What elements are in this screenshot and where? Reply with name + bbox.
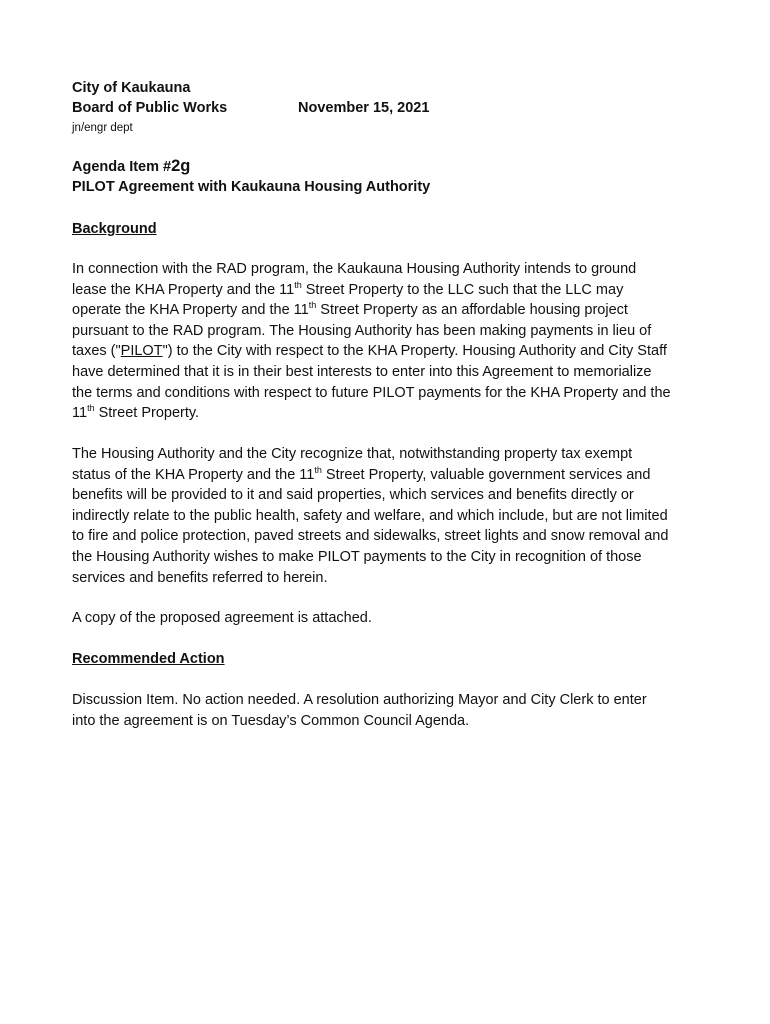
agenda-item-number [72, 156, 190, 177]
background-paragraph-1 [72, 259, 712, 424]
text-line: lease the KHA Property and the 11th Street Property to the LLC such that the LLC may [72, 279, 624, 298]
recommended-action-heading: Recommended Action [72, 651, 225, 667]
text-line: the Housing Authority wishes to make PILOT payments to the City in recognition of those [72, 548, 642, 565]
text-line: to fire and police protection, paved streets and sidewalks, street lights and snow removal and [72, 528, 669, 545]
agenda-item-suffix: 2g [171, 157, 191, 175]
background-paragraph-3 [72, 608, 712, 629]
text-line: services and benefits referred to herein. [72, 569, 328, 586]
text-line: into the agreement is on Tuesday’s Common Council Agenda. [72, 712, 470, 729]
ordinal-suffix: th [294, 279, 302, 290]
agenda-item-title: PILOT Agreement with Kaukauna Housing Authority [72, 179, 431, 195]
background-heading: Background [72, 221, 157, 237]
text-line: Discussion Item. No action needed. A resolution authorizing Mayor and City Clerk to enter [72, 692, 647, 708]
text-line: benefits will be provided to it and said properties, which services and benefits directly or [72, 487, 634, 504]
ordinal-suffix: th [308, 300, 317, 311]
text-line: the terms and conditions with respect to future PILOT payments for the KHA Property and the [72, 384, 671, 401]
department: jn/engr dept [72, 122, 133, 134]
text-line: operate the KHA Property and the 11th Street Property as an affordable housing project [72, 300, 628, 319]
board-name: Board of Public Works [72, 100, 228, 116]
text-line: In connection with the RAD program, the Kaukauna Housing Authority intends to ground [72, 261, 637, 277]
text-line: indirectly relate to the public health, safety and welfare, and which include, but are not limited [72, 507, 668, 524]
city-name: City of Kaukauna [72, 80, 191, 96]
ordinal-suffix: th [314, 464, 322, 475]
text-line: 11th Street Property. [72, 403, 200, 422]
text-line: The Housing Authority and the City recognize that, notwithstanding property tax exempt [72, 446, 633, 462]
text-line: pursuant to the RAD program. The Housing Authority has been making payments in lieu of [72, 322, 652, 339]
text-line: have determined that it is in their best interests to enter into this Agreement to memorialize [72, 363, 652, 380]
background-paragraph-2 [72, 444, 712, 588]
agenda-item-prefix: Agenda Item # [72, 159, 172, 175]
recommended-action-paragraph [72, 690, 712, 731]
text-line: A copy of the proposed agreement is attached. [72, 610, 372, 626]
text-line: taxes ("PILOT") to the City with respect to the KHA Property. Housing Authority and City Staff [72, 343, 667, 360]
text-line: status of the KHA Property and the 11th Street Property, valuable government services and [72, 464, 651, 483]
ordinal-suffix: th [87, 403, 95, 414]
meeting-date: November 15, 2021 [298, 100, 430, 116]
pilot-defined-term: PILOT [120, 343, 163, 360]
